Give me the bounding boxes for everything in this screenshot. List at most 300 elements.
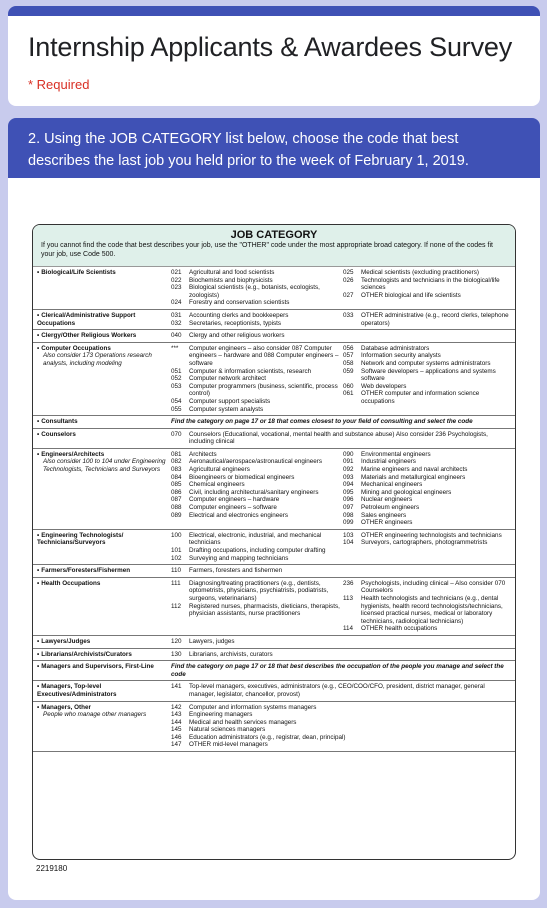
job-code: 023 bbox=[171, 284, 182, 292]
job-code-entry bbox=[171, 489, 340, 497]
job-code: *** bbox=[171, 344, 179, 352]
category-codes bbox=[171, 451, 515, 527]
bullet-icon: • bbox=[37, 637, 40, 645]
category-codes bbox=[171, 704, 515, 750]
job-code-entry bbox=[171, 711, 512, 719]
job-code: 103 bbox=[343, 531, 354, 539]
job-code-entry bbox=[171, 312, 340, 320]
codes-right bbox=[343, 451, 515, 527]
category-name bbox=[33, 312, 171, 327]
category-subnote: People who manage other managers bbox=[43, 711, 147, 719]
category-instruction: Find the category on page 17 or 18 that best describes the occupation of the people you manage and select the code bbox=[171, 663, 504, 678]
job-code-label: Computer system analysts bbox=[189, 405, 264, 413]
job-code-entry bbox=[343, 489, 512, 497]
job-code-label: Mining and geological engineers bbox=[361, 488, 452, 496]
category-label: Biological/Life Scientists bbox=[41, 269, 116, 276]
job-code-entry bbox=[171, 547, 340, 555]
job-code: 141 bbox=[171, 683, 182, 691]
job-code-label: Librarians, archivists, curators bbox=[189, 650, 273, 658]
codes-right bbox=[343, 332, 515, 340]
category-codes bbox=[171, 580, 515, 633]
job-code-entry bbox=[343, 312, 512, 327]
job-code: 057 bbox=[343, 352, 354, 360]
job-code-label: OTHER biological and life scientists bbox=[361, 291, 461, 299]
job-code-label: Top-level managers, executives, administrators (e.g., CEO/COO/CFO, president, district manager, general manager, legislator, chancellor, provost) bbox=[189, 683, 485, 698]
job-code-entry bbox=[343, 277, 512, 292]
job-code-label: Sales engineers bbox=[361, 511, 407, 519]
job-code-label: Lawyers, judges bbox=[189, 637, 235, 645]
job-code-entry bbox=[343, 532, 512, 540]
category-codes bbox=[171, 663, 515, 678]
job-code-label: Bioengineers or biomedical engineers bbox=[189, 473, 295, 481]
category-name bbox=[33, 580, 171, 633]
job-category-row bbox=[33, 636, 515, 649]
job-code-entry bbox=[343, 625, 512, 633]
job-code-entry bbox=[343, 352, 512, 360]
job-code-label: Network and computer systems administrators bbox=[361, 359, 491, 367]
job-code-entry bbox=[343, 292, 512, 300]
category-name bbox=[33, 345, 171, 413]
job-category-row bbox=[33, 565, 515, 578]
job-code: 102 bbox=[171, 554, 182, 562]
job-code: 026 bbox=[343, 276, 354, 284]
job-code-entry bbox=[171, 375, 340, 383]
bullet-icon: • bbox=[37, 531, 40, 539]
job-code: 040 bbox=[171, 332, 182, 340]
codes-left bbox=[171, 332, 343, 340]
codes-right bbox=[343, 567, 515, 575]
job-code: 082 bbox=[171, 458, 182, 466]
job-code-entry bbox=[171, 638, 340, 646]
job-category-table bbox=[32, 224, 516, 860]
codes-left bbox=[171, 451, 343, 527]
job-code-entry bbox=[171, 277, 340, 285]
job-code: 059 bbox=[343, 367, 354, 375]
job-code-entry bbox=[343, 496, 512, 504]
job-code-entry bbox=[343, 580, 512, 595]
job-category-title: JOB CATEGORY bbox=[230, 229, 318, 241]
job-code-entry bbox=[343, 345, 512, 353]
job-code-label: Software developers – applications and systems software bbox=[361, 367, 496, 383]
job-code-label: Petroleum engineers bbox=[361, 504, 420, 512]
bullet-icon: • bbox=[37, 332, 40, 340]
job-code: 022 bbox=[171, 276, 182, 284]
job-code-label: Clergy and other religious workers bbox=[189, 332, 285, 340]
job-category-row bbox=[33, 343, 515, 416]
job-category-row bbox=[33, 267, 515, 310]
category-codes bbox=[171, 683, 515, 698]
job-code-entry bbox=[343, 539, 512, 547]
required-note: * Required bbox=[28, 77, 90, 92]
job-code-entry bbox=[343, 512, 512, 520]
category-name bbox=[33, 683, 171, 698]
category-codes bbox=[171, 269, 515, 307]
job-code-label: Mechanical engineers bbox=[361, 481, 423, 489]
job-code-label: Accounting clerks and bookkeepers bbox=[189, 311, 289, 319]
job-category-row bbox=[33, 449, 515, 530]
job-code-entry bbox=[171, 567, 340, 575]
category-codes bbox=[171, 345, 515, 413]
category-subnote: Also consider 173 Operations research analysts, including modeling bbox=[43, 352, 152, 367]
category-name bbox=[33, 451, 171, 527]
codes-right bbox=[343, 532, 515, 562]
job-code-label: Electrical, electronic, industrial, and mechanical technicians bbox=[189, 531, 322, 547]
category-label: Computer Occupations bbox=[41, 344, 111, 352]
job-code-entry bbox=[171, 458, 340, 466]
job-category-row bbox=[33, 661, 515, 681]
job-code-label: Biological scientists (e.g., botanists, ecologists, zoologists) bbox=[189, 284, 320, 299]
job-code-entry bbox=[171, 345, 340, 368]
job-code: 056 bbox=[343, 344, 354, 352]
job-code: 090 bbox=[343, 450, 354, 458]
job-code-entry bbox=[171, 603, 340, 618]
job-code-label: Marine engineers and naval architects bbox=[361, 466, 468, 474]
job-code-label: Medical scientists (excluding practitioners) bbox=[361, 269, 479, 276]
job-code-label: OTHER administrative (e.g., record clerks, telephone operators) bbox=[361, 311, 509, 327]
job-category-header bbox=[33, 225, 515, 267]
job-code-entry bbox=[171, 332, 340, 340]
form-id: 2219180 bbox=[36, 864, 68, 873]
job-code-entry bbox=[171, 651, 340, 659]
job-code: 053 bbox=[171, 382, 182, 390]
codes-left bbox=[171, 638, 343, 646]
codes-right bbox=[343, 345, 515, 413]
category-subnote: Also consider 100 to 104 under Engineering Technologists, Technicians and Surveyors bbox=[43, 458, 166, 474]
category-label: Clerical/Administrative Support Occupations bbox=[37, 311, 136, 327]
codes-right bbox=[343, 638, 515, 646]
job-code: 111 bbox=[171, 579, 181, 587]
job-code-label: Medical and health services managers bbox=[189, 718, 297, 726]
job-code: 101 bbox=[171, 547, 182, 554]
codes-left bbox=[171, 580, 343, 633]
job-code: 142 bbox=[171, 703, 182, 711]
bullet-icon: • bbox=[37, 311, 40, 319]
job-code-entry bbox=[171, 504, 340, 512]
job-code-label: Computer network architect bbox=[189, 375, 266, 383]
job-code: 087 bbox=[171, 496, 182, 504]
job-code: 145 bbox=[171, 726, 182, 734]
category-label: Managers and Supervisors, First-Line bbox=[41, 663, 154, 671]
job-code: 104 bbox=[343, 539, 354, 547]
job-code-label: Chemical engineers bbox=[189, 481, 245, 489]
job-code-entry bbox=[343, 368, 512, 383]
job-code-label: Diagnosing/treating practitioners (e.g., dentists, optometrists, physicians, psychiatrists, podiatrists, surgeons, veterinarians) bbox=[189, 579, 329, 602]
job-code-label: Computer engineers – hardware bbox=[189, 496, 280, 504]
job-code-label: Materials and metallurgical engineers bbox=[361, 473, 466, 481]
job-code: 032 bbox=[171, 319, 182, 327]
job-code: 060 bbox=[343, 382, 354, 390]
job-code-entry bbox=[171, 474, 340, 482]
bullet-icon: • bbox=[37, 567, 40, 575]
job-code-label: Engineering managers bbox=[189, 711, 253, 719]
category-label: Lawyers/Judges bbox=[41, 637, 91, 645]
bullet-icon: • bbox=[37, 450, 40, 458]
job-code-entry bbox=[171, 512, 340, 520]
bullet-icon: • bbox=[37, 418, 40, 426]
job-code-label: Information security analysts bbox=[361, 352, 441, 360]
category-instruction: Find the category on page 17 or 18 that comes closest to your field of consulting and select the code bbox=[171, 418, 473, 426]
job-code-label: Surveying and mapping technicians bbox=[189, 554, 289, 562]
job-code-entry bbox=[171, 383, 340, 398]
category-name bbox=[33, 663, 171, 678]
job-code: 092 bbox=[343, 466, 354, 474]
form-title-card bbox=[8, 6, 540, 106]
job-code-label: Secretaries, receptionists, typists bbox=[189, 319, 282, 327]
job-code: 143 bbox=[171, 711, 182, 719]
job-code: 024 bbox=[171, 299, 182, 307]
job-code-label: OTHER engineering technologists and technicians bbox=[361, 531, 502, 539]
job-code: 081 bbox=[171, 450, 182, 458]
codes-left bbox=[171, 651, 343, 659]
job-code: 052 bbox=[171, 375, 182, 383]
job-code-entry bbox=[171, 284, 340, 299]
job-code: 021 bbox=[171, 269, 182, 276]
job-code: 058 bbox=[343, 359, 354, 367]
job-code: 099 bbox=[343, 519, 354, 527]
question-header bbox=[8, 118, 540, 178]
job-code-label: Electrical and electronics engineers bbox=[189, 511, 289, 519]
job-code-entry bbox=[343, 466, 512, 474]
category-label: Farmers/Foresters/Fishermen bbox=[41, 567, 131, 575]
job-code-label: Computer programmers (business, scientific, process control) bbox=[189, 382, 338, 398]
job-code-label: Registered nurses, pharmacists, dieticians, therapists, physician assistants, nurse practitioners bbox=[189, 602, 340, 618]
job-code-entry bbox=[343, 360, 512, 368]
category-name bbox=[33, 532, 171, 562]
job-code: 095 bbox=[343, 488, 354, 496]
question-text: 2. Using the JOB CATEGORY list below, choose the code that best describes the last job you held prior to the week of February 1, 2019. bbox=[28, 131, 469, 169]
codes-right bbox=[343, 580, 515, 633]
job-code-label: Computer support specialists bbox=[189, 397, 271, 405]
job-code: 113 bbox=[343, 594, 354, 602]
bullet-icon: • bbox=[37, 269, 40, 276]
job-code-label: Aeronautical/aerospace/astronautical engineers bbox=[189, 458, 323, 466]
codes-left bbox=[171, 431, 515, 446]
job-code: 054 bbox=[171, 397, 182, 405]
codes-left bbox=[171, 345, 343, 413]
category-label: Engineering Technologists/ Technicians/Surveyors bbox=[37, 531, 124, 547]
job-code: 097 bbox=[343, 504, 354, 512]
job-code-label: Agricultural engineers bbox=[189, 466, 250, 474]
job-code-entry bbox=[171, 466, 340, 474]
form-title: Internship Applicants & Awardees Survey bbox=[28, 32, 512, 62]
job-code: 093 bbox=[343, 473, 354, 481]
job-code-entry bbox=[171, 532, 340, 547]
job-code-entry bbox=[343, 474, 512, 482]
bullet-icon: • bbox=[37, 663, 40, 671]
job-code: 025 bbox=[343, 269, 354, 276]
job-code: 031 bbox=[171, 311, 182, 319]
category-label: Consultants bbox=[41, 418, 78, 426]
codes-left bbox=[171, 532, 343, 562]
job-code-entry bbox=[171, 683, 512, 698]
job-code-entry bbox=[171, 734, 512, 742]
job-code: 086 bbox=[171, 488, 182, 496]
job-code-entry bbox=[171, 580, 340, 603]
category-label: Engineers/Architects bbox=[41, 450, 105, 458]
job-code-entry bbox=[343, 390, 512, 405]
category-codes bbox=[171, 532, 515, 562]
job-code-entry bbox=[171, 368, 340, 376]
job-code-label: Architects bbox=[189, 450, 217, 458]
job-category-row bbox=[33, 681, 515, 701]
job-code-entry bbox=[171, 398, 340, 406]
category-name bbox=[33, 418, 171, 426]
job-code-label: Psychologists, including clinical – Also consider 070 Counselors bbox=[361, 579, 506, 595]
job-code: 147 bbox=[171, 741, 182, 749]
job-code-entry bbox=[343, 595, 512, 625]
job-code: 096 bbox=[343, 496, 354, 504]
job-category-row bbox=[33, 702, 515, 753]
job-code: 033 bbox=[343, 311, 354, 319]
job-category-row bbox=[33, 649, 515, 662]
codes-right bbox=[343, 269, 515, 307]
job-code: 146 bbox=[171, 733, 182, 741]
job-code-entry bbox=[343, 481, 512, 489]
job-code-label: Computer engineers – also consider 087 Computer engineers – hardware and 088 Computer engineers – software bbox=[189, 344, 339, 367]
job-code: 091 bbox=[343, 458, 354, 466]
job-code: 100 bbox=[171, 531, 182, 539]
category-codes bbox=[171, 312, 515, 327]
job-category-row bbox=[33, 330, 515, 343]
job-category-row bbox=[33, 530, 515, 565]
job-code-label: OTHER mid-level managers bbox=[189, 741, 268, 749]
codes-right bbox=[343, 312, 515, 327]
job-code: 070 bbox=[171, 430, 182, 438]
category-label: Health Occupations bbox=[41, 579, 101, 587]
job-code-label: Agricultural and food scientists bbox=[189, 269, 275, 276]
category-label: Librarians/Archivists/Curators bbox=[41, 650, 132, 658]
job-code: 098 bbox=[343, 511, 354, 519]
bullet-icon: • bbox=[37, 344, 40, 352]
job-code-label: Forestry and conservation scientists bbox=[189, 299, 290, 307]
job-category-row bbox=[33, 429, 515, 449]
job-code: 084 bbox=[171, 473, 182, 481]
job-code-entry bbox=[171, 406, 340, 414]
job-code-entry bbox=[171, 451, 340, 459]
job-code: 055 bbox=[171, 405, 182, 413]
category-name bbox=[33, 651, 171, 659]
job-code-label: Education administrators (e.g., registrar, dean, principal) bbox=[189, 733, 346, 741]
job-code-label: Computer engineers – software bbox=[189, 504, 277, 512]
category-label: Counselors bbox=[41, 430, 76, 438]
category-name bbox=[33, 704, 171, 750]
job-code-entry bbox=[171, 299, 340, 307]
category-name bbox=[33, 567, 171, 575]
job-code: 094 bbox=[343, 481, 354, 489]
job-code: 110 bbox=[171, 567, 182, 575]
codes-left bbox=[171, 312, 343, 327]
job-code-label: Natural sciences managers bbox=[189, 726, 266, 734]
job-code-entry bbox=[171, 431, 512, 446]
category-codes bbox=[171, 332, 515, 340]
job-category-row bbox=[33, 578, 515, 636]
job-code-label: OTHER computer and information science occupations bbox=[361, 390, 480, 405]
job-category-row bbox=[33, 310, 515, 330]
job-code-entry bbox=[171, 269, 340, 277]
job-code-label: OTHER health occupations bbox=[361, 625, 438, 633]
category-name bbox=[33, 638, 171, 646]
job-code: 051 bbox=[171, 367, 182, 375]
job-code: 130 bbox=[171, 650, 182, 658]
category-codes bbox=[171, 638, 515, 646]
job-code: 089 bbox=[171, 511, 182, 519]
job-code-label: Industrial engineers bbox=[361, 458, 416, 466]
job-code: 061 bbox=[343, 390, 354, 398]
job-code-label: Health technologists and technicians (e.g., dental hygienists, health record technologists/technicians, licensed practical nurses, medical or laboratory technicians, radiological technicians) bbox=[361, 594, 503, 625]
job-code: 088 bbox=[171, 504, 182, 512]
job-code-label: Technologists and technicians in the biological/life sciences bbox=[361, 276, 500, 292]
job-category-row bbox=[33, 416, 515, 429]
job-category-intro: If you cannot find the code that best describes your job, use the "OTHER" code under the most appropriate broad category. If none of the codes fit your job, use Code 500. bbox=[41, 242, 493, 258]
job-code-label: OTHER engineers bbox=[361, 519, 413, 527]
bullet-icon: • bbox=[37, 683, 40, 691]
job-code-label: Nuclear engineers bbox=[361, 496, 413, 504]
job-code: 144 bbox=[171, 718, 182, 726]
category-name bbox=[33, 269, 171, 307]
job-code-label: Drafting occupations, including computer drafting bbox=[189, 547, 326, 554]
codes-left bbox=[171, 269, 343, 307]
codes-left bbox=[171, 704, 515, 750]
job-code-entry bbox=[171, 704, 512, 712]
job-code: 112 bbox=[171, 602, 182, 610]
job-code-entry bbox=[343, 269, 512, 277]
job-code-label: Environmental engineers bbox=[361, 450, 431, 458]
category-codes bbox=[171, 418, 515, 426]
job-code-label: Counselors (Educational, vocational, mental health and substance abuse) Also consider 236 Psychologists, including clinical bbox=[189, 430, 488, 446]
job-code-label: Computer & information scientists, research bbox=[189, 367, 312, 375]
job-code-entry bbox=[171, 719, 512, 727]
job-code: 027 bbox=[343, 291, 354, 299]
job-code-label: Civil, including architectural/sanitary engineers bbox=[189, 488, 319, 496]
bullet-icon: • bbox=[37, 579, 40, 587]
job-code-entry bbox=[171, 496, 340, 504]
job-code-label: Database administrators bbox=[361, 344, 430, 352]
job-code-label: Biochemists and biophysicists bbox=[189, 276, 273, 284]
job-code: 120 bbox=[171, 637, 182, 645]
job-category-rows bbox=[33, 267, 515, 752]
job-code-entry bbox=[343, 504, 512, 512]
job-code-label: Web developers bbox=[361, 382, 407, 390]
job-code-entry bbox=[343, 519, 512, 527]
job-code-entry bbox=[171, 481, 340, 489]
codes-left bbox=[171, 683, 515, 698]
category-codes bbox=[171, 651, 515, 659]
category-label: Clergy/Other Religious Workers bbox=[41, 332, 137, 340]
job-code-entry bbox=[171, 320, 340, 328]
category-name bbox=[33, 332, 171, 340]
job-code: 114 bbox=[343, 625, 354, 633]
job-code-entry bbox=[343, 458, 512, 466]
job-code: 085 bbox=[171, 481, 182, 489]
job-code-entry bbox=[343, 451, 512, 459]
job-code-entry bbox=[171, 741, 512, 749]
bullet-icon: • bbox=[37, 703, 40, 711]
category-label: Managers, Other bbox=[41, 703, 91, 711]
bullet-icon: • bbox=[37, 650, 40, 658]
category-name bbox=[33, 431, 171, 446]
category-label: Managers, Top-level Executives/Administrators bbox=[37, 683, 117, 698]
category-codes bbox=[171, 567, 515, 575]
job-code-label: Computer and information systems managers bbox=[189, 703, 317, 711]
category-codes bbox=[171, 431, 515, 446]
job-code-entry bbox=[171, 726, 512, 734]
codes-left bbox=[171, 567, 343, 575]
job-code-label: Farmers, foresters and fishermen bbox=[189, 567, 283, 575]
job-code: 236 bbox=[343, 579, 354, 587]
job-code-entry bbox=[171, 555, 340, 563]
job-code: 083 bbox=[171, 466, 182, 474]
codes-right bbox=[343, 651, 515, 659]
